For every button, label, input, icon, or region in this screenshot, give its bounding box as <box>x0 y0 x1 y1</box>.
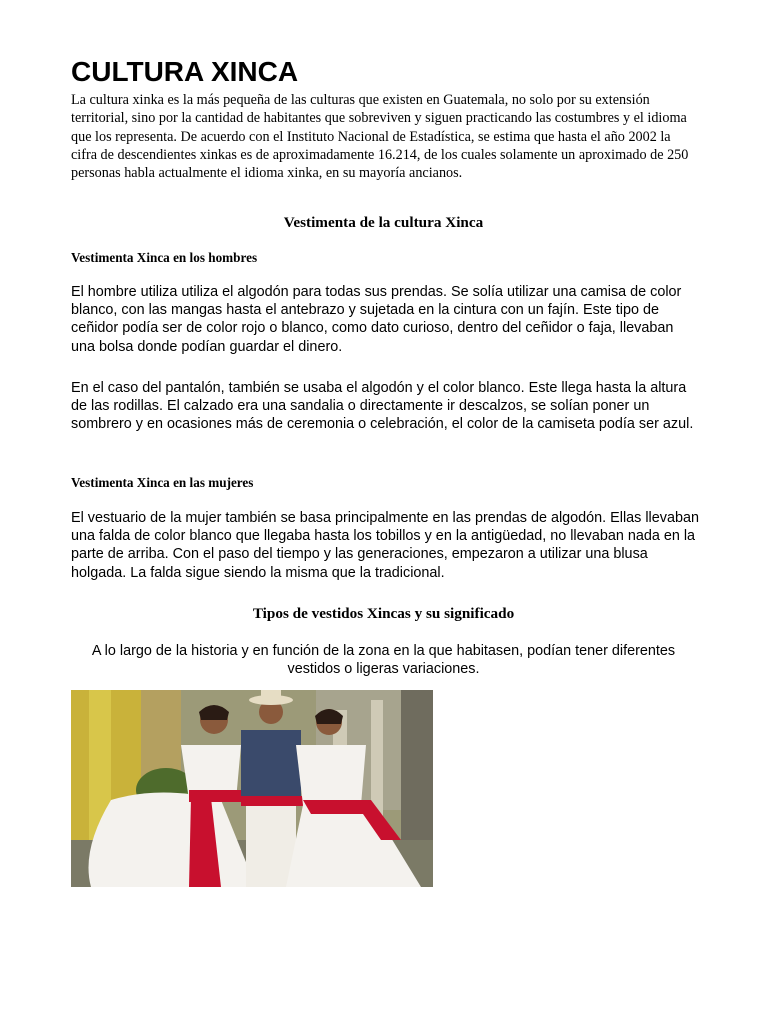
page-title: CULTURA XINCA <box>71 56 299 87</box>
paragraph-hombres-1: El hombre utiliza utiliza el algodón para todas sus prendas. Se solía utilizar una camisa de color blanco, con las mangas hasta el antebrazo y sujetada en la cintura con un fajín. Este tipo de ceñidor podía ser de color rojo o blanco, como dato curioso, dentro del ceñidor o faja, llevaban una bolsa donde podían guardar el dinero. <box>71 284 682 355</box>
paragraph-hombres-2: En el caso del pantalón, también se usaba el algodón y el color blanco. Este llega hasta la altura de las rodillas. El calzado era una sandalia o directamente ir descalzos, se solían poner un sombrero y en ocasiones más de ceremonia o celebración, el color de la camiseta podía ser azul. <box>71 380 694 433</box>
section-heading-vestimenta: Vestimenta de la cultura Xinca <box>283 214 484 231</box>
subheading-hombres: Vestimenta Xinca en los hombres <box>71 250 258 265</box>
subheading-mujeres: Vestimenta Xinca en las mujeres <box>71 475 254 490</box>
paragraph-tipos: A lo largo de la historia y en función de la zona en la que habitasen, podían tener diferentes vestidos o ligeras variaciones. <box>91 643 676 678</box>
section-heading-tipos: Tipos de vestidos Xincas y su significado <box>252 605 515 622</box>
photo-xinca-dancers <box>71 690 433 887</box>
paragraph-mujeres: El vestuario de la mujer también se basa principalmente en las prendas de algodón. Ellas llevaban una falda de color blanco que llegaba hasta los tobillos y en la antigüedad, no llevaban nada en la parte de arriba. Con el paso del tiempo y las generaciones, empezaron a utilizar una blusa holgada. La falda sigue siendo la misma que la tradicional. <box>71 510 699 581</box>
intro-paragraph: La cultura xinka es la más pequeña de las culturas que existen en Guatemala, no solo por su extensión territorial, sino por la cantidad de habitantes que sobreviven y siguen practicando las costumbres y el idioma que los representa. De acuerdo con el Instituto Nacional de Estadística, se estima que hasta el año 2002 la cifra de descendientes xinkas es de aproximadamente 16.214, de los cuales solamente un aproximado de 250 personas habla actualmente el idioma xinka, en su mayoría ancianos. <box>71 92 689 182</box>
